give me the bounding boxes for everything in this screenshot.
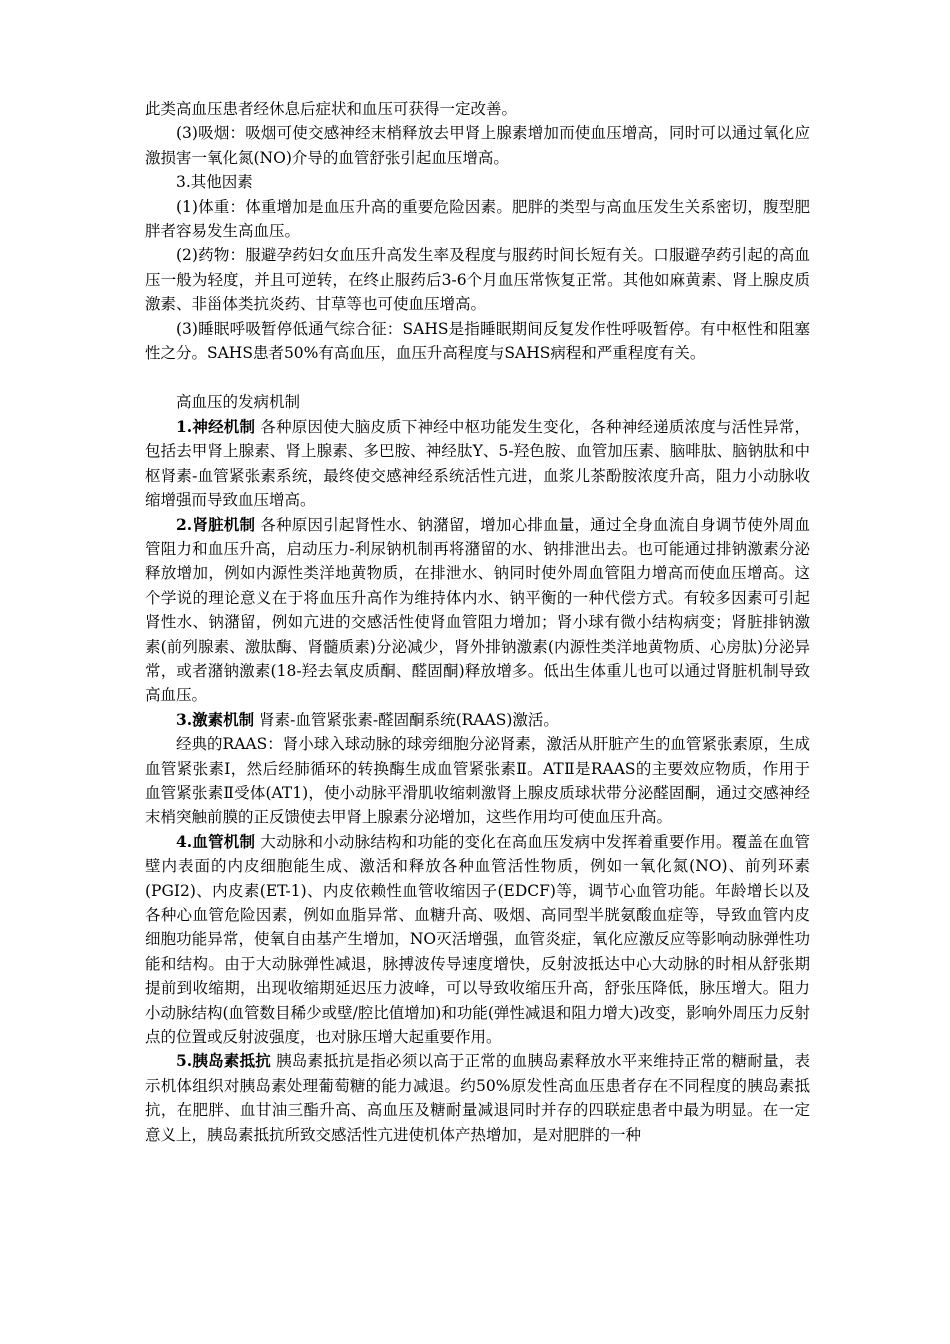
subheading-other-factors: 3.其他因素 bbox=[176, 173, 253, 192]
mechanism-neural bbox=[145, 415, 810, 513]
mechanism-title: 1.神经机制 bbox=[176, 416, 256, 436]
paragraph-weight: (1)体重：体重增加是血压升高的重要危险因素。肥胖的类型与高血压发生关系密切，腹型肥胖者容易发生高血压。 bbox=[145, 197, 810, 241]
paragraph-raas: 经典的RAAS：肾小球入球动脉的球旁细胞分泌肾素，激活从肝脏产生的血管紧张素原，生成血管紧张素I，然后经肺循环的转换酶生成血管紧张素Ⅱ。ATⅡ是RAAS的主要效应物质，作用于血管紧张素Ⅱ受体(AT1)，使小动脉平滑肌收缩刺激肾上腺皮质球状带分泌醛固酮，通过交感神经末梢突触前膜的正反馈使去甲肾上腺素分泌增加，这些作用均可使血压升高。 bbox=[145, 735, 810, 827]
section-heading: 高血压的发病机制 bbox=[176, 393, 301, 412]
mechanism-title: 5.胰岛素抵抗 bbox=[176, 1051, 271, 1071]
mechanism-title: 3.激素机制 bbox=[176, 709, 255, 729]
mechanism-text: 胰岛素抵抗是指必须以高于正常的血胰岛素释放水平来维持正常的糖耐量，表示机体组织对胰岛素处理葡萄糖的能力减退。约50%原发性高血压患者存在不同程度的胰岛素抵抗，在肥胖、血甘油三酯升高、高血压及糖耐量减退同时并存的四联症患者中最为明显。在一定意义上，胰岛素抵抗所致交感活性亢进使机体产热增加，是对肥胖的一种 bbox=[145, 1052, 811, 1144]
mechanism-text: 大动脉和小动脉结构和功能的变化在高血压发病中发挥着重要作用。覆盖在血管壁内表面的内皮细胞能生成、激活和释放各种血管活性物质，例如一氧化氮(NO)、前列环素(PGI2)、内皮素(ET-1)、内皮依赖性血管收缩因子(EDCF)等，调节心血管功能。年龄增长以及各种心血管危险因素，例如血脂异常、血糖升高、吸烟、高同型半胱氨酸血症等，导致血管内皮细胞功能异常，使氧自由基产生增加，NO灭活增强，血管炎症，氧化应激反应等影响动脉弹性功能和结构。由于大动脉弹性减退，脉搏波传导速度增快，反射波抵达中心大动脉的时相从舒张期提前到收缩期，出现收缩期延迟压力波峰，可以导致收缩压升高，舒张压降低，脉压增大。阻力小动脉结构(血管数目稀少或壁/腔比值增加)和功能(弹性减退和阻力增大)改变，影响外周压力反射点的位置或反射波强度，也对脉压增大起重要作用。 bbox=[145, 832, 810, 1047]
mechanism-insulin-resistance bbox=[145, 1049, 810, 1147]
paragraph-continued: 此类高血压患者经休息后症状和血压可获得一定改善。 bbox=[145, 100, 518, 118]
mechanism-text: 各种原因引起肾性水、钠潴留，增加心排血量，通过全身血流自身调节使外周血管阻力和血压升高，启动压力-利尿钠机制再将潴留的水、钠排泄出去。也可能通过排钠激素分泌释放增加，例如内源性类洋地黄物质，在排泄水、钠同时使外周血管阻力增高而使血压增高。这个学说的理论意义在于将血压升高作为维持体内水、钠平衡的一种代偿方式。有较多因素可引起肾性水、钠潴留，例如亢进的交感活性使肾血管阻力增加；肾小球有微小结构病变；肾脏排钠激素(前列腺素、激肽酶、肾髓质素)分泌减少，肾外排钠激素(内源性类洋地黄物质、心房肽)分泌异常，或者潴钠激素(18-羟去氧皮质酮、醛固酮)释放增多。低出生体重儿也可以通过肾脏机制导致高血压。 bbox=[145, 515, 810, 705]
mechanism-renal bbox=[145, 513, 810, 708]
mechanism-hormonal bbox=[145, 708, 810, 732]
paragraph-sahs: (3)睡眠呼吸暂停低通气综合征：SAHS是指睡眠期间反复发作性呼吸暂停。有中枢性和阻塞性之分。SAHS患者50%有高血压，血压升高程度与SAHS病程和严重程度有关。 bbox=[145, 319, 810, 363]
paragraph-smoking: (3)吸烟：吸烟可使交感神经末梢释放去甲肾上腺素增加而使血压增高，同时可以通过氧化应激损害一氧化氮(NO)介导的血管舒张引起血压增高。 bbox=[145, 124, 810, 167]
mechanism-title: 2.肾脏机制 bbox=[176, 514, 256, 534]
mechanism-vascular bbox=[145, 830, 810, 1050]
mechanism-text: 各种原因使大脑皮质下神经中枢功能发生变化，各种神经递质浓度与活性异常，包括去甲肾上腺素、肾上腺素、多巴胺、神经肽Y、5-羟色胺、血管加压素、脑啡肽、脑钠肽和中枢肾素-血管紧张素系统，最终使交感神经系统活性亢进，血浆儿茶酚胺浓度升高，阻力小动脉收缩增强而导致血压增高。 bbox=[145, 417, 810, 510]
paragraph-drugs: (2)药物：服避孕药妇女血压升高发生率及程度与服药时间长短有关。口服避孕药引起的高血压一般为轻度，并且可逆转，在终止服药后3-6个月血压常恢复正常。其他如麻黄素、肾上腺皮质激素、非甾体类抗炎药、甘草等也可使血压增高。 bbox=[145, 246, 810, 314]
mechanism-title: 4.血管机制 bbox=[176, 831, 256, 851]
mechanism-text: 肾素-血管紧张素-醛固酮系统(RAAS)激活。 bbox=[254, 710, 559, 729]
